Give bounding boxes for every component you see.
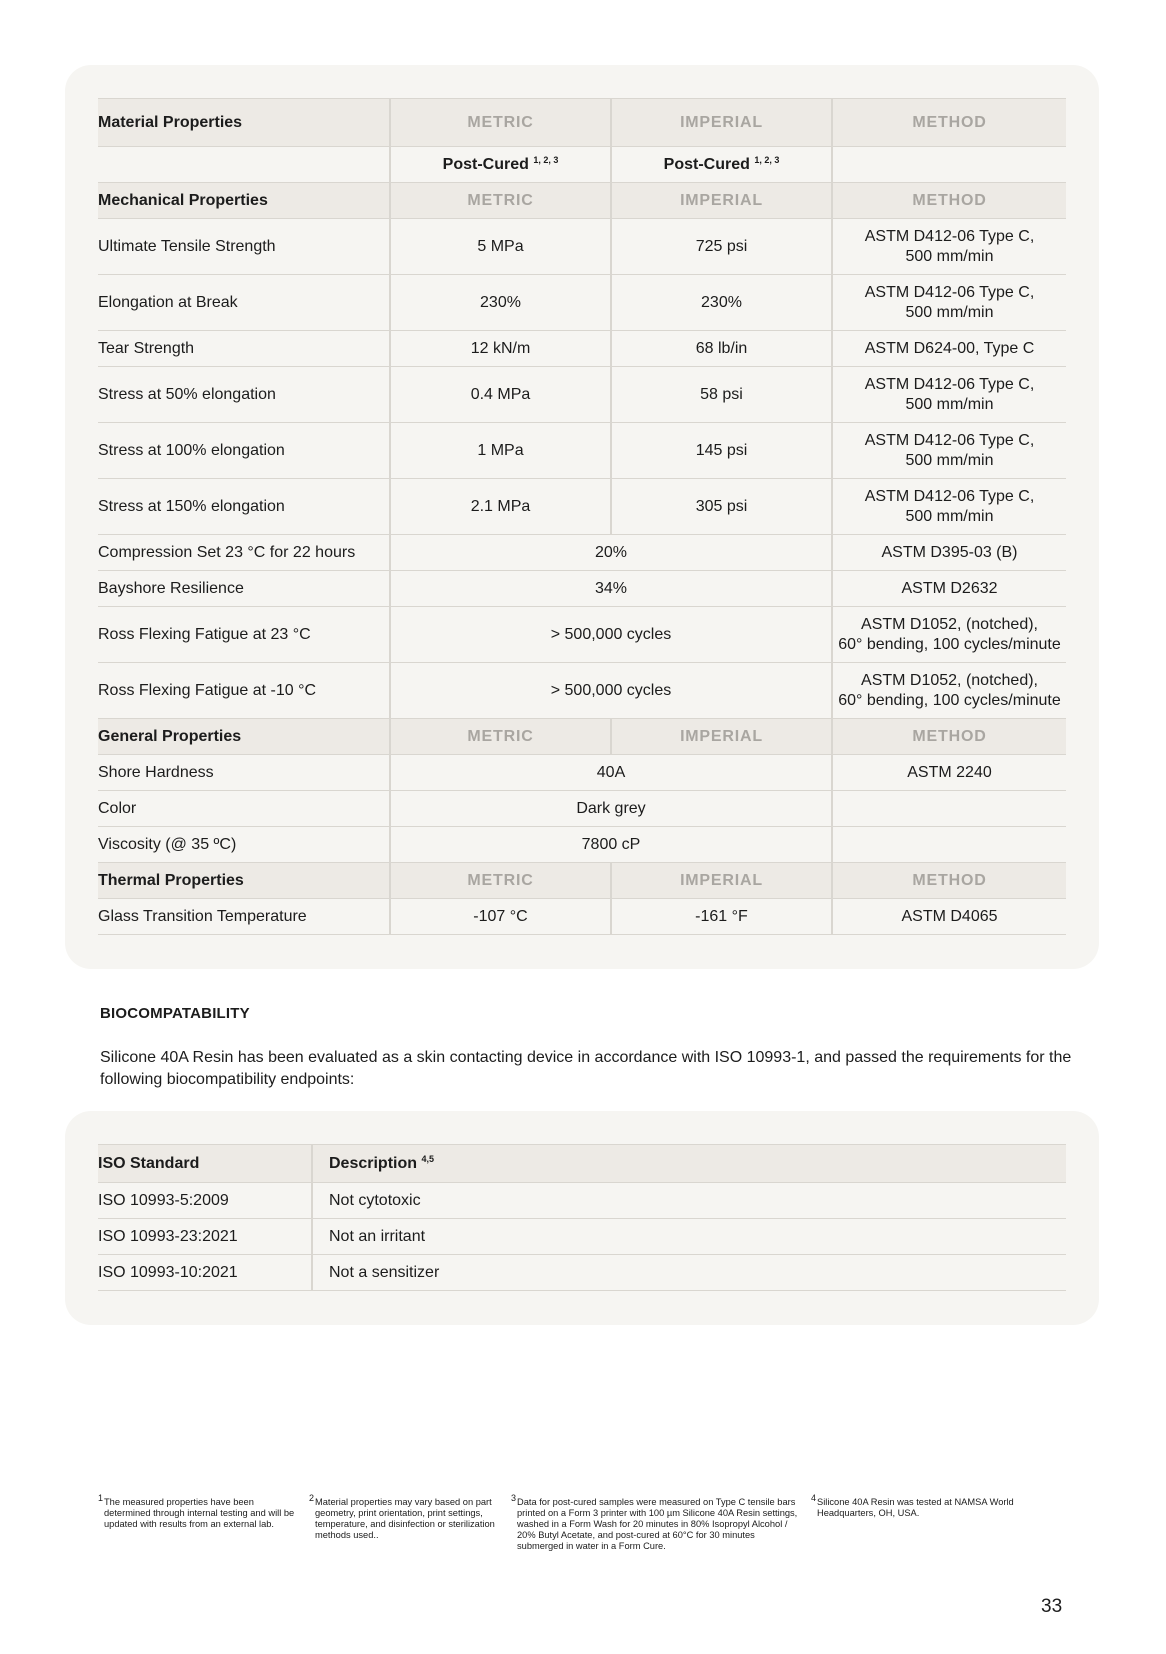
table-row bbox=[98, 535, 1066, 571]
property-name: Ross Flexing Fatigue at 23 °C bbox=[98, 625, 311, 643]
description: Not an irritant bbox=[312, 1219, 1066, 1255]
footnote-number: 1 bbox=[98, 1493, 104, 1503]
table-row bbox=[98, 1219, 1066, 1255]
property-name: Viscosity (@ 35 ºC) bbox=[98, 835, 237, 853]
property-name: Stress at 50% elongation bbox=[98, 385, 276, 403]
combined-value: 7800 cP bbox=[390, 827, 832, 863]
property-name: Glass Transition Temperature bbox=[98, 907, 307, 925]
method-value: ASTM D412-06 Type C, 500 mm/min bbox=[832, 275, 1066, 331]
metric-value: 12 kN/m bbox=[390, 331, 611, 367]
method-header: METHOD bbox=[832, 183, 1066, 219]
imperial-header: IMPERIAL bbox=[611, 863, 832, 899]
method-value: ASTM D1052, (notched), 60° bending, 100 cycles/minute bbox=[832, 663, 1066, 719]
iso-standard-header: ISO Standard bbox=[98, 1154, 200, 1172]
method-value: ASTM D412-06 Type C, 500 mm/min bbox=[832, 479, 1066, 535]
property-name: Ross Flexing Fatigue at -10 °C bbox=[98, 681, 317, 699]
iso-standard: ISO 10993-23:2021 bbox=[98, 1227, 238, 1245]
method-value: ASTM D412-06 Type C, 500 mm/min bbox=[832, 423, 1066, 479]
property-name: Compression Set 23 °C for 22 hours bbox=[98, 543, 356, 561]
biocompat-table bbox=[98, 1144, 1066, 1291]
method-value: ASTM D624-00, Type C bbox=[832, 331, 1066, 367]
metric-value: 1 MPa bbox=[390, 423, 611, 479]
general-header-row bbox=[98, 719, 1066, 755]
iso-standard: ISO 10993-10:2021 bbox=[98, 1263, 238, 1281]
method-value: ASTM D4065 bbox=[832, 899, 1066, 935]
property-name: Shore Hardness bbox=[98, 763, 214, 781]
property-name: Ultimate Tensile Strength bbox=[98, 237, 276, 255]
method-value: ASTM D1052, (notched), 60° bending, 100 cycles/minute bbox=[832, 607, 1066, 663]
footnote-number: 4 bbox=[811, 1493, 817, 1503]
metric-header: METRIC bbox=[390, 183, 611, 219]
combined-value: 34% bbox=[390, 571, 832, 607]
footnote-1 bbox=[98, 1493, 299, 1530]
metric-header: METRIC bbox=[390, 719, 611, 755]
method-value bbox=[832, 827, 1066, 863]
description: Not cytotoxic bbox=[312, 1183, 1066, 1219]
table-row bbox=[98, 479, 1066, 535]
property-name: Stress at 150% elongation bbox=[98, 497, 285, 515]
table-row bbox=[98, 1255, 1066, 1291]
table-header-row bbox=[98, 99, 1066, 147]
table-row bbox=[98, 607, 1066, 663]
footnote-number: 3 bbox=[511, 1493, 517, 1503]
imperial-value: 305 psi bbox=[611, 479, 832, 535]
material-properties-table bbox=[98, 98, 1066, 935]
description: Not a sensitizer bbox=[312, 1255, 1066, 1291]
footnote-text: Silicone 40A Resin was tested at NAMSA World Headquarters, OH, USA. bbox=[817, 1497, 1014, 1518]
table-header-row bbox=[98, 1145, 1066, 1183]
biocompat-heading: BIOCOMPATABILITY bbox=[100, 1005, 250, 1022]
combined-value: Dark grey bbox=[390, 791, 832, 827]
section-label: General Properties bbox=[98, 727, 242, 745]
method-value: ASTM 2240 bbox=[832, 755, 1066, 791]
thermal-header-row bbox=[98, 863, 1066, 899]
table-row bbox=[98, 899, 1066, 935]
footnote-text: The measured properties have been determined through internal testing and will be updated with results from an external lab. bbox=[104, 1497, 295, 1529]
table-row bbox=[98, 755, 1066, 791]
mechanical-header-row bbox=[98, 183, 1066, 219]
metric-value: 230% bbox=[390, 275, 611, 331]
imperial-value: 145 psi bbox=[611, 423, 832, 479]
method-value: ASTM D2632 bbox=[832, 571, 1066, 607]
method-value: ASTM D412-06 Type C, 500 mm/min bbox=[832, 219, 1066, 275]
table-row bbox=[98, 331, 1066, 367]
metric-header: METRIC bbox=[390, 863, 611, 899]
footnote-number: 2 bbox=[309, 1493, 315, 1503]
metric-value: 0.4 MPa bbox=[390, 367, 611, 423]
biocompat-paragraph: Silicone 40A Resin has been evaluated as a skin contacting device in accordance with ISO 10993-1, and passed the requirements for the following biocompatibility endpoints: bbox=[100, 1049, 1072, 1088]
table-row bbox=[98, 367, 1066, 423]
imperial-value: 230% bbox=[611, 275, 832, 331]
imperial-header: IMPERIAL bbox=[611, 99, 832, 147]
table-row bbox=[98, 219, 1066, 275]
method-value: ASTM D395-03 (B) bbox=[832, 535, 1066, 571]
footnote-text: Material properties may vary based on part geometry, print orientation, print settings, temperature, and disinfection or sterilization methods used.. bbox=[315, 1497, 495, 1540]
biocompat-card bbox=[65, 1111, 1099, 1325]
metric-value: 5 MPa bbox=[390, 219, 611, 275]
imperial-value: -161 °F bbox=[611, 899, 832, 935]
imperial-header: IMPERIAL bbox=[611, 719, 832, 755]
table-row bbox=[98, 275, 1066, 331]
combined-value: 40A bbox=[390, 755, 832, 791]
property-name: Elongation at Break bbox=[98, 293, 238, 311]
footnote-4 bbox=[811, 1493, 1032, 1519]
section-label: Mechanical Properties bbox=[98, 191, 268, 209]
post-cured-metric: Post-Cured $^{1, 2, 3}$ bbox=[390, 147, 611, 183]
imperial-header: IMPERIAL bbox=[611, 183, 832, 219]
metric-header: METRIC bbox=[390, 99, 611, 147]
table-row bbox=[98, 663, 1066, 719]
imperial-value: 68 lb/in bbox=[611, 331, 832, 367]
combined-value: 20% bbox=[390, 535, 832, 571]
metric-value: 2.1 MPa bbox=[390, 479, 611, 535]
imperial-value: 725 psi bbox=[611, 219, 832, 275]
method-value bbox=[832, 791, 1066, 827]
section-label: Material Properties bbox=[98, 113, 243, 131]
property-name: Color bbox=[98, 799, 137, 817]
post-cured-row bbox=[98, 147, 1066, 183]
footnote-text: Data for post-cured samples were measured on Type C tensile bars printed on a Form 3 printer with 100 µm Silicone 40A Resin settings, washed in a Form Wash for 20 minutes in 80% Isopropyl Alcohol / 20% Butyl Acetate, and post-cured at 60°C for 30 minutes submerged in water in a Form Cure. bbox=[517, 1497, 798, 1551]
footnote-3 bbox=[511, 1493, 802, 1552]
section-label: Thermal Properties bbox=[98, 871, 244, 889]
method-header: METHOD bbox=[832, 863, 1066, 899]
property-name: Tear Strength bbox=[98, 339, 195, 357]
metric-value: -107 °C bbox=[390, 899, 611, 935]
table-row bbox=[98, 571, 1066, 607]
method-value: ASTM D412-06 Type C, 500 mm/min bbox=[832, 367, 1066, 423]
table-row bbox=[98, 1183, 1066, 1219]
property-name: Bayshore Resilience bbox=[98, 579, 244, 597]
property-name: Stress at 100% elongation bbox=[98, 441, 285, 459]
table-row bbox=[98, 827, 1066, 863]
combined-value: > 500,000 cycles bbox=[390, 663, 832, 719]
table-row bbox=[98, 423, 1066, 479]
post-cured-imperial: Post-Cured $^{1, 2, 3}$ bbox=[611, 147, 832, 183]
description-header: Description $^{4,5}$ bbox=[312, 1145, 1066, 1183]
iso-standard: ISO 10993-5:2009 bbox=[98, 1191, 229, 1209]
footnote-2 bbox=[309, 1493, 500, 1541]
page-number: 33 bbox=[1041, 1596, 1063, 1617]
material-properties-card bbox=[65, 65, 1099, 969]
imperial-value: 58 psi bbox=[611, 367, 832, 423]
combined-value: > 500,000 cycles bbox=[390, 607, 832, 663]
method-header: METHOD bbox=[832, 719, 1066, 755]
table-row bbox=[98, 791, 1066, 827]
method-header: METHOD bbox=[832, 99, 1066, 147]
